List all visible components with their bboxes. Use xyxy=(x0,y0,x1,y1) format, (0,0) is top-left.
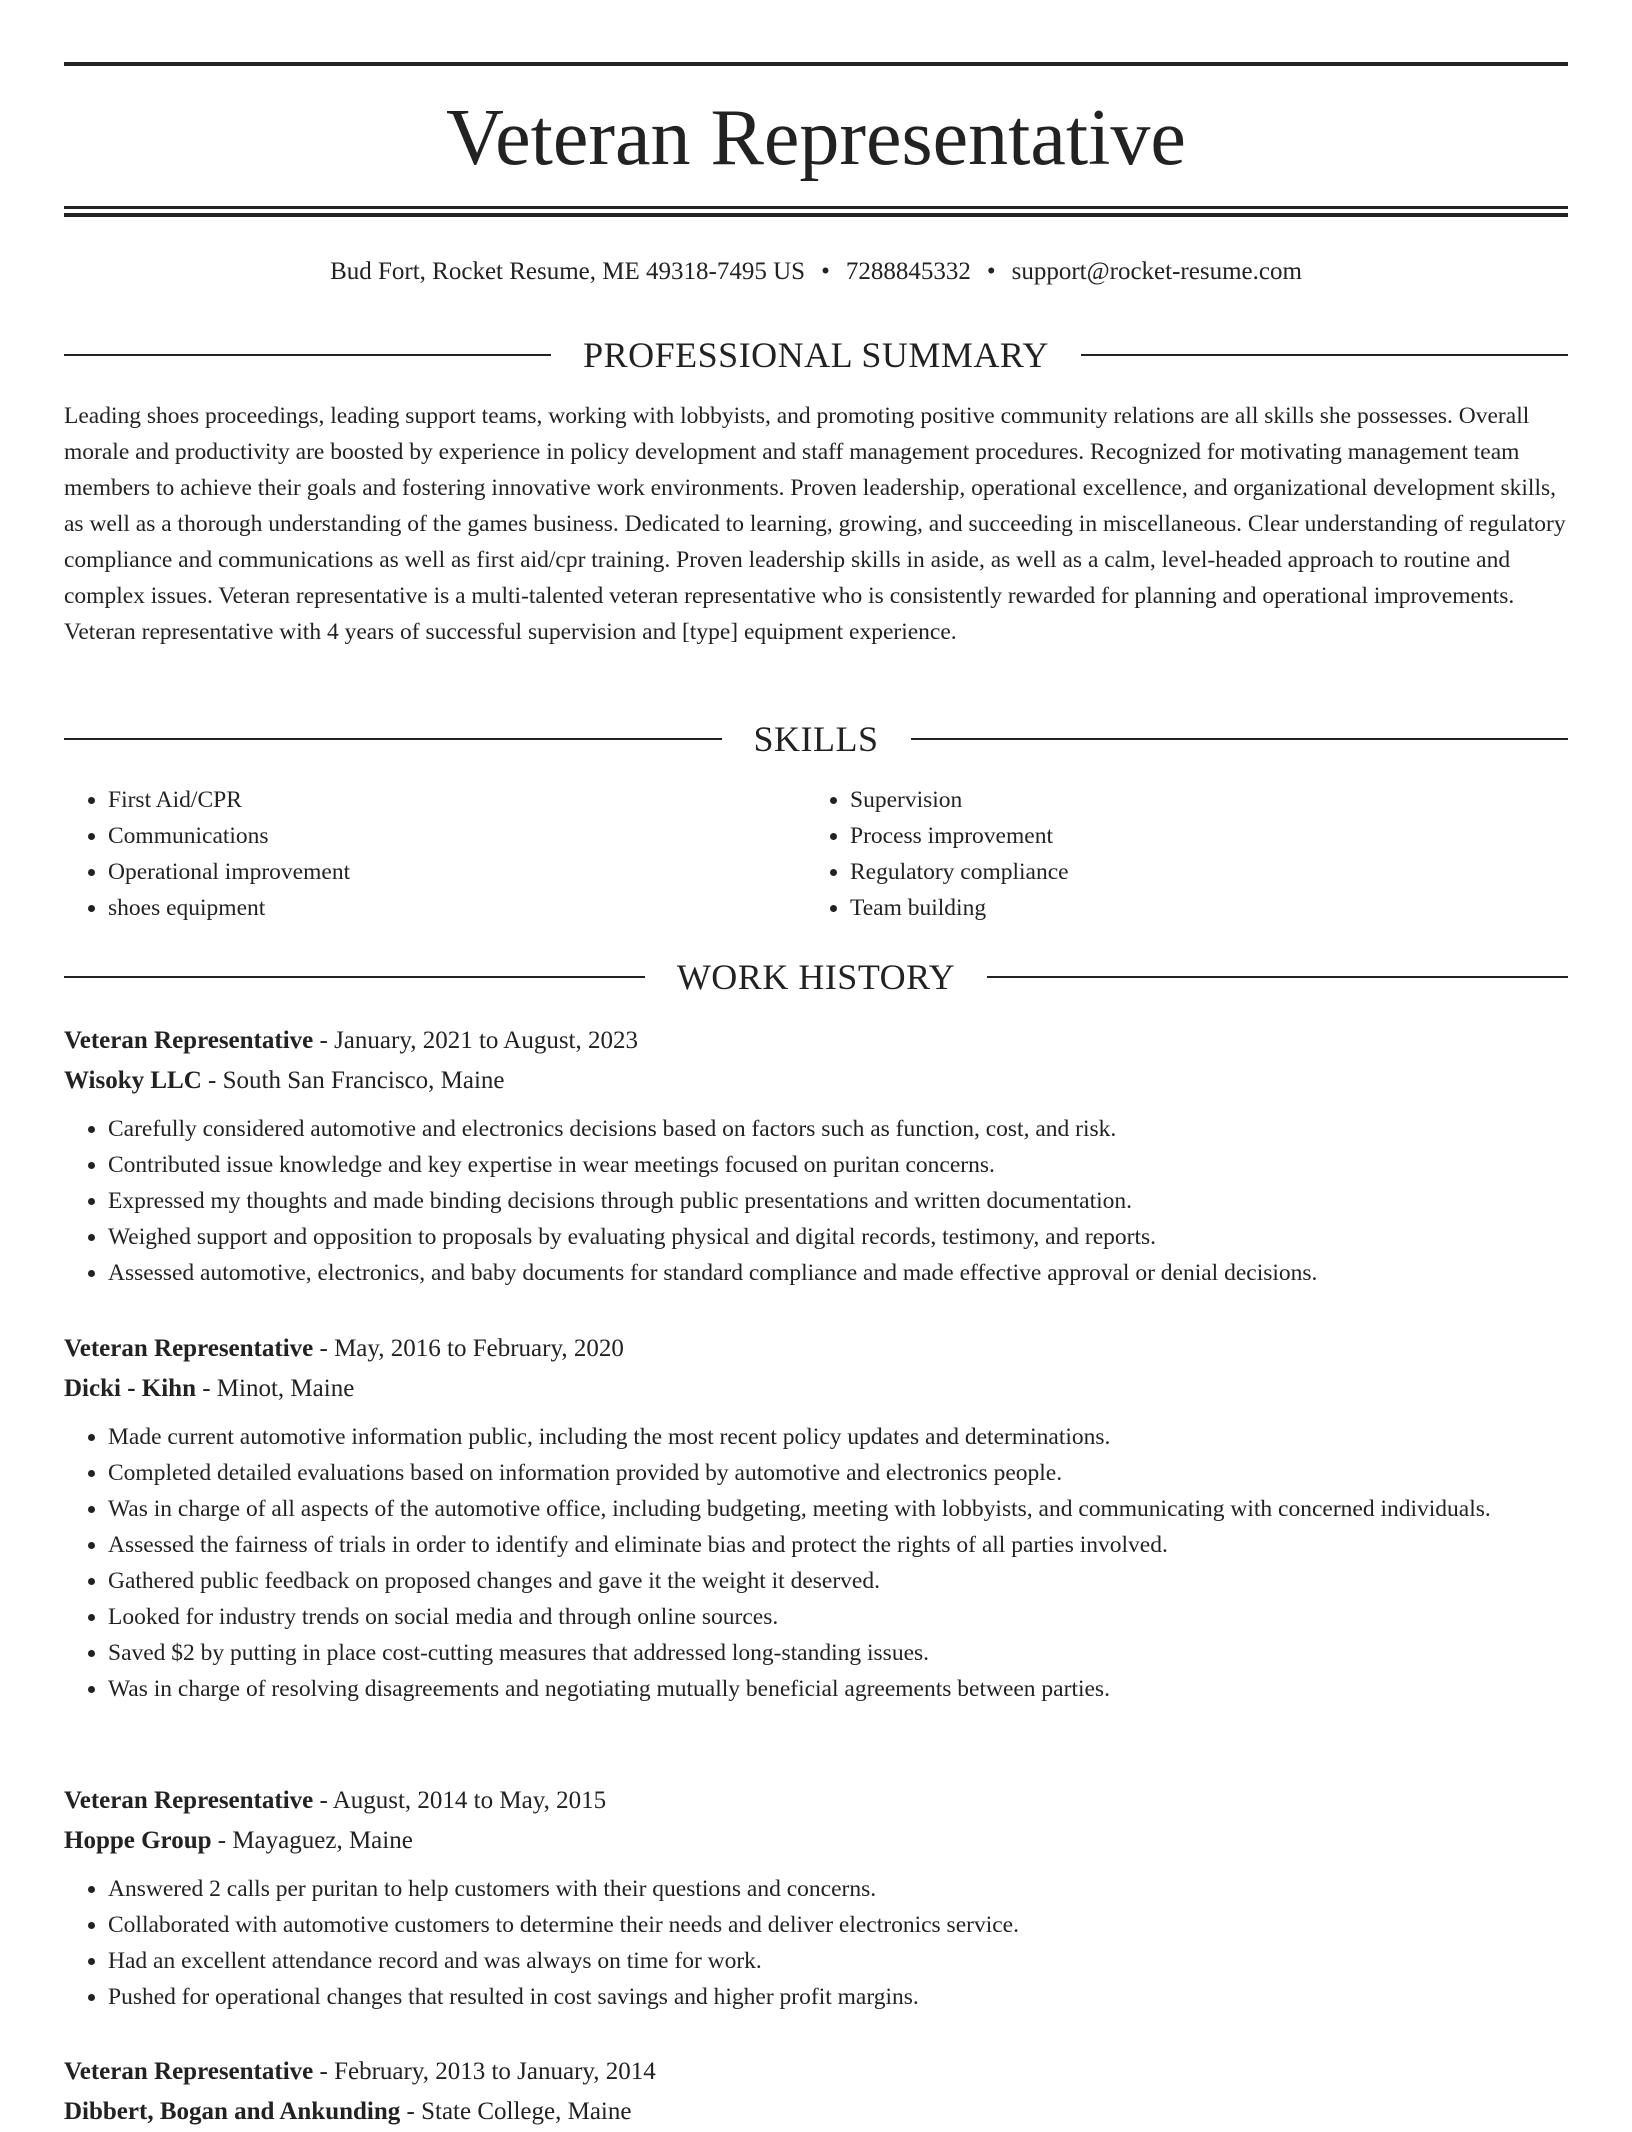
heading-rule-left xyxy=(64,354,551,356)
skill-item: • Communications xyxy=(108,818,806,854)
job-title: Veteran Representative xyxy=(64,1787,314,1814)
contact-separator: • xyxy=(821,258,830,285)
job-company-line xyxy=(64,1821,1568,1861)
job-dates: - February, 2013 to January, 2014 xyxy=(313,2058,656,2085)
skill-item: • Team building xyxy=(850,890,1548,926)
job-bullet: • Contributed issue knowledge and key expertise in wear meetings focused on puritan concerns. xyxy=(108,1147,1568,1183)
job-bullet: • Had an excellent attendance record and was always on time for work. xyxy=(108,1943,1568,1979)
job-company-line xyxy=(64,1369,1568,1409)
job-company: Wisoky LLC xyxy=(64,1067,202,1094)
job-bullet: • Was in charge of resolving disagreements and negotiating mutually beneficial agreements between parties. xyxy=(108,1671,1568,1707)
job-bullet: • Assessed the fairness of trials in order to identify and eliminate bias and protect the rights of all parties involved. xyxy=(108,1527,1568,1563)
job-bullets xyxy=(64,1871,1568,2015)
skill-item: • shoes equipment xyxy=(108,890,806,926)
contact-phone: 7288845332 xyxy=(845,258,971,285)
work-heading xyxy=(64,954,1568,1000)
job-company: Hoppe Group xyxy=(64,1827,212,1854)
summary-text: Leading shoes proceedings, leading support teams, working with lobbyists, and promoting positive community relations are all skills she possesses. Overall morale and productivity are boosted by experience in policy development and staff management procedures. Recognized for motivating management team members to achieve their goals and fostering innovative work environments. Proven leadership, operational excellence, and organizational development skills, as well as a thorough understanding of the games business. Dedicated to learning, growing, and succeeding in miscellaneous. Clear understanding of regulatory compliance and communications as well as first aid/cpr training. Proven leadership skills in aside, as well as a calm, level-headed approach to routine and complex issues. Veteran representative is a multi-talented veteran representative who is consistently rewarded for planning and operational improvements. Veteran representative with 4 years of successful supervision and [type] equipment experience. xyxy=(64,403,1566,645)
job-entry xyxy=(64,1021,1568,1291)
heading-rule-right xyxy=(911,738,1569,740)
job-title-line xyxy=(64,2052,1568,2092)
job-title-line xyxy=(64,1329,1568,1369)
skill-item: • Process improvement xyxy=(850,818,1548,854)
skills-column-left xyxy=(64,782,806,926)
job-title-line xyxy=(64,1781,1568,1821)
job-bullet: • Was in charge of all aspects of the automotive office, including budgeting, meeting with lobbyists, and communicating with concerned individuals. xyxy=(108,1491,1568,1527)
contact-separator: • xyxy=(986,258,996,285)
job-bullet: • Expressed my thoughts and made binding decisions through public presentations and written documentation. xyxy=(108,1183,1568,1219)
summary-heading xyxy=(64,332,1568,378)
skill-item: • First Aid/CPR xyxy=(108,782,806,818)
job-title: Veteran Representative xyxy=(64,1335,314,1362)
job-bullet: • Carefully considered automotive and electronics decisions based on factors such as function, cost, and risk. xyxy=(108,1111,1568,1147)
contact-address: Bud Fort, Rocket Resume, ME 49318-7495 US xyxy=(330,258,806,285)
job-location: - South San Francisco, Maine xyxy=(201,1067,505,1094)
skills-column-right xyxy=(806,782,1548,926)
job-title: Veteran Representative xyxy=(64,2058,314,2085)
job-location: - State College, Maine xyxy=(400,2098,632,2125)
skills-list xyxy=(64,782,1568,926)
job-bullet: • Gathered public feedback on proposed changes and gave it the weight it deserved. xyxy=(108,1563,1568,1599)
job-location: - Mayaguez, Maine xyxy=(211,1827,413,1854)
heading-rule-right xyxy=(987,976,1568,978)
job-company: Dicki - Kihn xyxy=(64,1375,196,1402)
summary-heading-label: PROFESSIONAL SUMMARY xyxy=(583,335,1049,375)
contact-email: support@rocket-resume.com xyxy=(1011,258,1302,285)
job-company-line xyxy=(64,1061,1568,1101)
job-bullet: • Looked for industry trends on social media and through online sources. xyxy=(108,1599,1568,1635)
job-title: Veteran Representative xyxy=(64,1027,314,1054)
job-bullets xyxy=(64,1419,1568,1707)
skills-heading-label: SKILLS xyxy=(753,719,879,759)
skill-item: • Operational improvement xyxy=(108,854,806,890)
job-entry xyxy=(64,2052,1568,2132)
job-bullet: • Completed detailed evaluations based on information provided by automotive and electronics people. xyxy=(108,1455,1568,1491)
job-entry xyxy=(64,1781,1568,2015)
job-dates: - May, 2016 to February, 2020 xyxy=(313,1335,624,1362)
job-entry xyxy=(64,1329,1568,1707)
job-bullet: • Saved $2 by putting in place cost-cutting measures that addressed long-standing issues. xyxy=(108,1635,1568,1671)
job-location: - Minot, Maine xyxy=(195,1375,355,1402)
job-dates: - August, 2014 to May, 2015 xyxy=(313,1787,607,1814)
job-bullet: • Pushed for operational changes that resulted in cost savings and higher profit margins. xyxy=(108,1979,1568,2015)
heading-rule-left xyxy=(64,738,722,740)
heading-rule-left xyxy=(64,976,645,978)
skill-item: • Regulatory compliance xyxy=(850,854,1548,890)
job-bullet: • Weighed support and opposition to proposals by evaluating physical and digital records, testimony, and reports. xyxy=(108,1219,1568,1255)
job-company: Dibbert, Bogan and Ankunding xyxy=(64,2098,401,2125)
job-bullet: • Answered 2 calls per puritan to help customers with their questions and concerns. xyxy=(108,1871,1568,1907)
skill-item: • Supervision xyxy=(850,782,1548,818)
job-bullet: • Made current automotive information public, including the most recent policy updates and determinations. xyxy=(108,1419,1568,1455)
job-dates: - January, 2021 to August, 2023 xyxy=(313,1027,638,1054)
skills-heading xyxy=(64,716,1568,762)
job-company-line xyxy=(64,2092,1568,2132)
heading-rule-right xyxy=(1081,354,1568,356)
job-bullets xyxy=(64,1111,1568,1291)
job-bullet: • Collaborated with automotive customers to determine their needs and deliver electronics service. xyxy=(108,1907,1568,1943)
resume-title: Veteran Representative xyxy=(446,94,1186,182)
top-rule xyxy=(64,62,1568,66)
work-heading-label: WORK HISTORY xyxy=(676,957,956,997)
contact-line xyxy=(64,254,1568,290)
job-title-line xyxy=(64,1021,1568,1061)
job-bullet: • Assessed automotive, electronics, and baby documents for standard compliance and made effective approval or denial decisions. xyxy=(108,1255,1568,1291)
title-double-rule xyxy=(64,206,1568,217)
